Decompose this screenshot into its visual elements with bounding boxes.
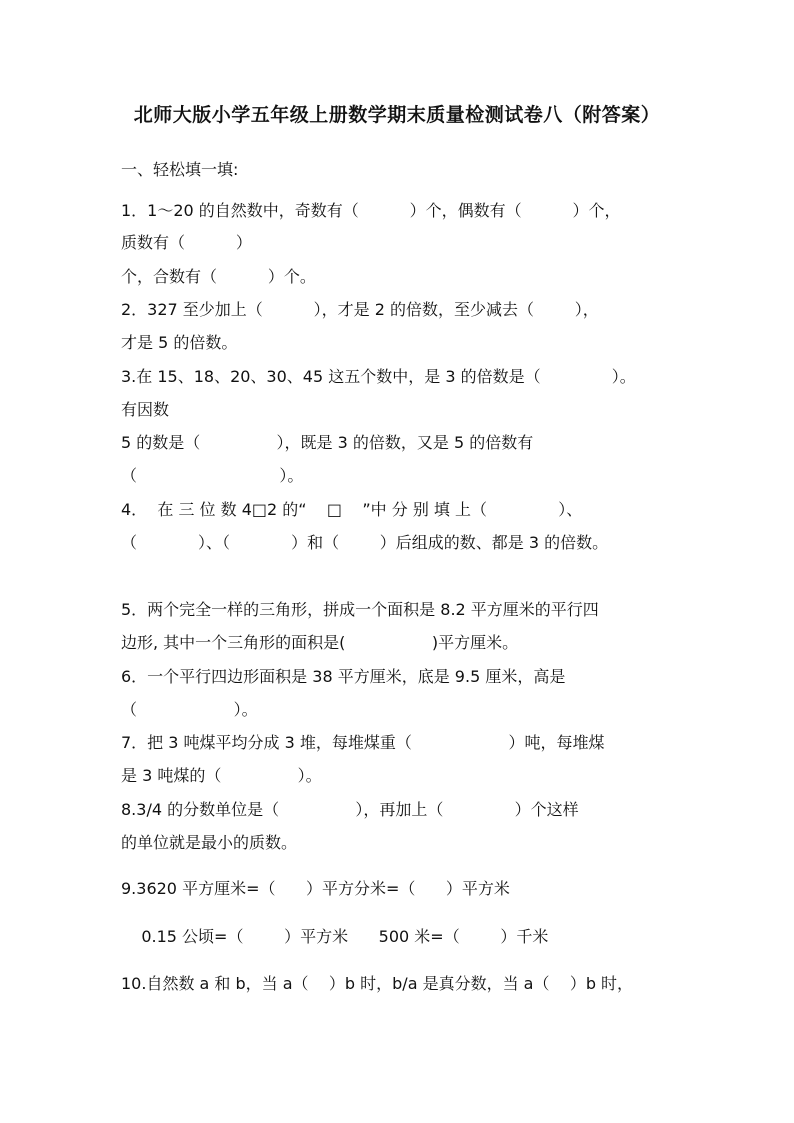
section-heading: 一、轻松填一填: xyxy=(121,160,239,179)
question-line: 6．一个平行四边形面积是 38 平方厘米，底是 9.5 厘米，高是 xyxy=(121,667,566,686)
question-line: （ ）。 xyxy=(121,700,258,719)
question-line: 4． 在 三 位 数 4□2 的“ □ ”中 分 别 填 上（ ）、 xyxy=(121,500,583,519)
question-line: （ ）。 xyxy=(121,466,304,485)
question-line: 10.自然数 a 和 b，当 a（ ）b 时，b/a 是真分数，当 a（ ）b 时， xyxy=(121,974,634,993)
question-line: 的单位就是最小的质数。 xyxy=(121,833,298,852)
question-line: 5 的数是（ ），既是 3 的倍数，又是 5 的倍数有 xyxy=(121,433,534,452)
question-line: 个，合数有（ ）个。 xyxy=(121,267,316,286)
question-line: 是 3 吨煤的（ ）。 xyxy=(121,766,322,785)
question-line: 2．327 至少加上（ ），才是 2 的倍数，至少减去（ ）， xyxy=(121,300,599,319)
page-title: 北师大版小学五年级上册数学期末质量检测试卷八（附答案） xyxy=(133,104,661,126)
question-line: 边形, 其中一个三角形的面积是( )平方厘米。 xyxy=(121,633,519,652)
question-line: 7．把 3 吨煤平均分成 3 堆，每堆煤重（ ）吨，每堆煤 xyxy=(121,733,605,752)
question-line: 3.在 15、18、20、30、45 这五个数中，是 3 的倍数是（ ）。 xyxy=(121,367,636,386)
question-line: 0.15 公顷=（ ）平方米 500 米=（ ）千米 xyxy=(121,927,549,946)
question-line: （ ）、（ ）和（ ）后组成的数、都是 3 的倍数。 xyxy=(121,533,609,552)
question-line: 有因数 xyxy=(121,400,170,419)
question-line: 8.3/4 的分数单位是（ ），再加上（ ）个这样 xyxy=(121,800,579,819)
question-line: 9.3620 平方厘米=（ ）平方分米=（ ）平方米 xyxy=(121,879,510,898)
question-line: 才是 5 的倍数。 xyxy=(121,333,238,352)
question-line: 1．1～20 的自然数中，奇数有（ ）个，偶数有（ ）个， xyxy=(121,201,621,220)
question-line: 5．两个完全一样的三角形，拼成一个面积是 8.2 平方厘米的平行四 xyxy=(121,600,599,619)
question-line: 质数有（ ） xyxy=(121,233,252,252)
